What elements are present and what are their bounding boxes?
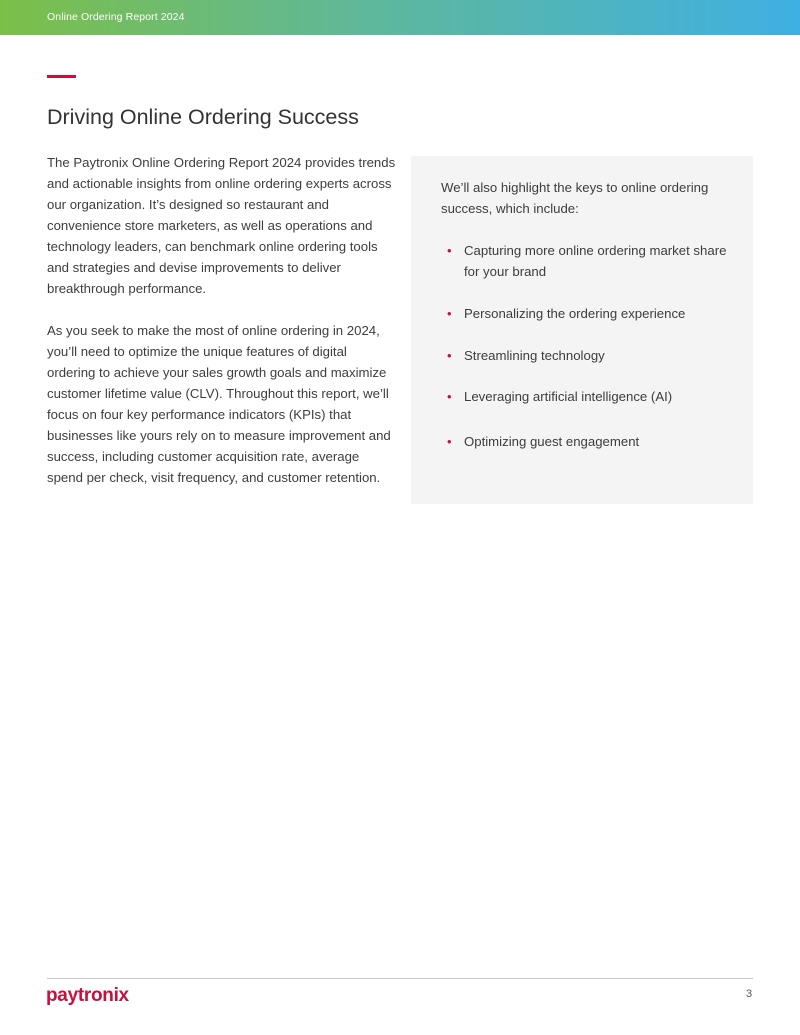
bullet-icon: • bbox=[447, 434, 452, 449]
list-item-text: Capturing more online ordering market share for your brand bbox=[464, 243, 727, 279]
header-bar bbox=[0, 0, 800, 35]
bullet-icon: • bbox=[447, 243, 452, 258]
bullet-icon: • bbox=[447, 389, 452, 404]
list-item-text: Personalizing the ordering experience bbox=[464, 306, 686, 321]
bullet-icon: • bbox=[447, 348, 452, 363]
list-item-text: Streamlining technology bbox=[464, 348, 605, 363]
accent-divider bbox=[47, 75, 76, 78]
list-item bbox=[447, 303, 737, 324]
list-item bbox=[447, 240, 737, 282]
list-item bbox=[447, 345, 737, 366]
highlights-intro: We’ll also highlight the keys to online ordering success, which include: bbox=[441, 180, 709, 216]
page-number: 3 bbox=[746, 988, 753, 1000]
bullet-icon: • bbox=[447, 306, 452, 321]
page-title: Driving Online Ordering Success bbox=[47, 105, 359, 129]
paytronix-logo: paytronix bbox=[46, 985, 129, 1006]
body-paragraph: The Paytronix Online Ordering Report 2024 provides trends and actionable insights from online ordering experts across our organization. It’s designed so restaurant and convenience store marketers, as well as operations and technology leaders, can benchmark online ordering tools and strategies and devise improvements to deliver breakthrough performance. bbox=[47, 155, 396, 296]
list-item bbox=[447, 431, 737, 452]
body-text bbox=[47, 152, 397, 488]
list-item-text: Optimizing guest engagement bbox=[464, 434, 640, 449]
body-paragraph: As you seek to make the most of online ordering in 2024, you’ll need to optimize the unique features of digital ordering to achieve your sales growth goals and maximize customer lifetime value (CLV). Throughout this report, we’ll focus on four key performance indicators (KPIs) that businesses like yours rely on to measure improvement and success, including customer acquisition rate, average spend per check, visit frequency, and customer retention. bbox=[47, 323, 391, 485]
report-title: Online Ordering Report 2024 bbox=[47, 11, 185, 23]
footer-divider bbox=[47, 978, 753, 979]
list-item bbox=[447, 386, 737, 407]
list-item-text: Leveraging artificial intelligence (AI) bbox=[464, 389, 673, 404]
highlights-box bbox=[411, 156, 753, 504]
